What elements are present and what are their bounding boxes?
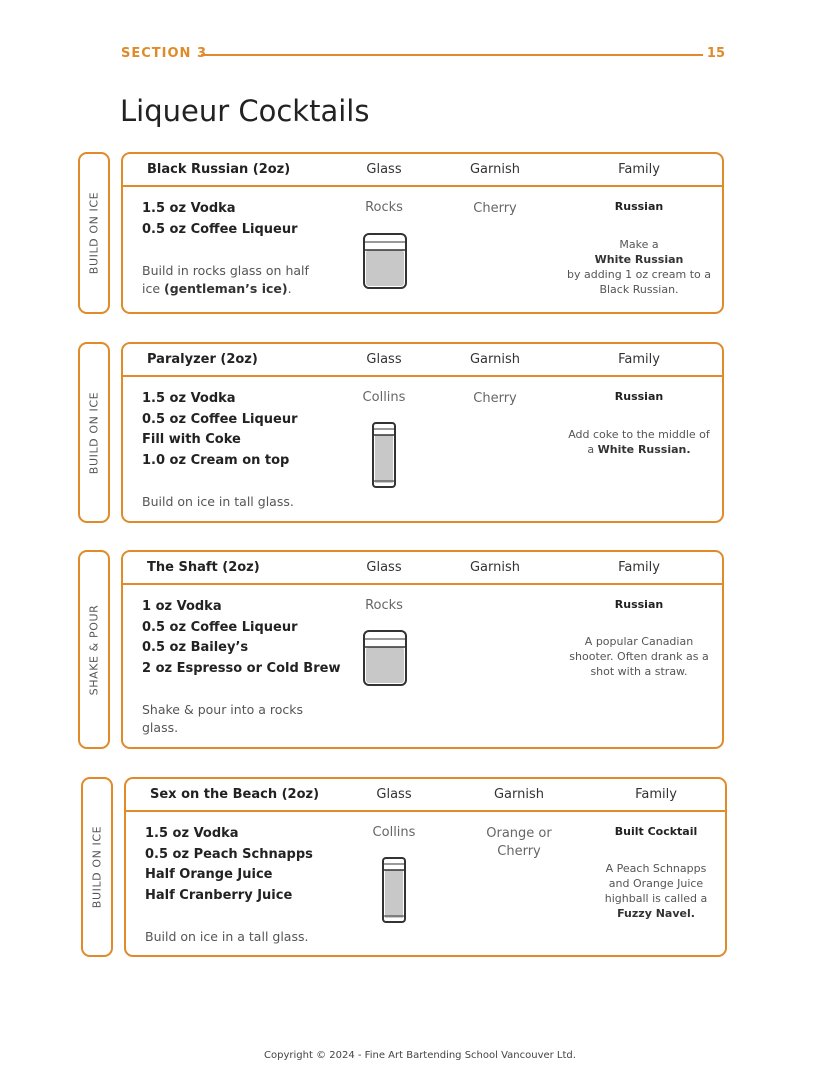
ingredient: 0.5 oz Bailey’s [142,640,249,656]
family-note: Make a White Russian by adding 1 oz cream to a Black Russian. [566,238,712,296]
garnish: Cherry [473,201,517,216]
glass-type: Collins [372,825,416,840]
garnish: Cherry [473,391,517,406]
cocktail-name: Black Russian (2oz) [147,162,291,177]
cocktail-name: The Shaft (2oz) [147,560,260,575]
ingredients-list [142,199,298,240]
family-column-label: Family [618,352,660,367]
ingredient: Half Orange Juice [145,867,273,883]
instructions: Build on ice in a tall glass. [145,929,309,944]
method-label: BUILD ON ICE [87,391,101,474]
method-label: SHAKE & POUR [87,604,101,695]
ingredient: 1.5 oz Vodka [145,826,239,841]
garnish-column-label: Garnish [469,352,521,367]
cocktail-card [121,342,724,523]
family: Russian [614,200,664,213]
collins-glass-icon [371,421,397,489]
method-label: BUILD ON ICE [90,825,104,909]
card-header [123,344,722,377]
family: Russian [614,390,664,403]
garnish: Orange or Cherry [486,826,552,859]
rocks-glass-icon [362,232,408,290]
cocktail-name: Sex on the Beach (2oz) [150,787,320,802]
cocktail-card [121,152,724,314]
section-label: SECTION 3 [121,46,207,61]
instructions: Build in rocks glass on half ice (gentleman’s ice). [142,263,309,296]
cocktail-card [121,550,724,749]
card-header [123,154,722,187]
ingredient: 0.5 oz Coffee Liqueur [142,411,298,427]
header-rule [201,54,703,56]
glass-column-label: Glass [376,787,412,802]
ingredient: 1.0 oz Cream on top [142,453,290,469]
method-tab [78,342,110,523]
garnish-column-label: Garnish [493,787,545,802]
glass-type: Rocks [365,598,403,613]
card-header [123,552,722,585]
rocks-glass-icon [362,629,408,687]
glass-column-label: Glass [366,560,402,575]
ingredient: 0.5 oz Coffee Liqueur [142,221,298,237]
ingredients-list [145,824,313,907]
family: Built Cocktail [614,825,698,838]
method-label: BUILD ON ICE [87,191,101,275]
family: Russian [614,598,664,611]
garnish-column-label: Garnish [469,162,521,177]
family-column-label: Family [618,560,660,575]
cocktail-name: Paralyzer (2oz) [147,352,258,367]
cocktail-card [124,777,727,957]
family-column-label: Family [635,787,677,802]
ingredients-list [142,389,298,472]
instructions: Shake & pour into a rocks glass. [142,702,303,735]
copyright-footer: Copyright © 2024 - Fine Art Bartending School Vancouver Ltd. [264,1050,576,1061]
ingredient: 1.5 oz Vodka [142,201,236,216]
ingredient: 1.5 oz Vodka [142,391,236,406]
page-number: 15 [706,46,725,61]
ingredients-list [142,597,340,680]
glass-type: Collins [362,390,406,405]
ingredient: Half Cranberry Juice [145,888,293,904]
collins-glass-icon [381,856,407,924]
ingredient: 1 oz Vodka [142,599,222,614]
ingredient: 0.5 oz Coffee Liqueur [142,619,298,635]
ingredient: 2 oz Espresso or Cold Brew [142,661,341,677]
method-tab [78,550,110,749]
page-header [121,46,725,64]
instructions: Build on ice in tall glass. [142,494,294,509]
family-note: Add coke to the middle of a White Russian. [568,428,710,456]
ingredient: 0.5 oz Peach Schnapps [145,846,313,862]
ingredient: Fill with Coke [142,432,241,448]
glass-column-label: Glass [366,162,402,177]
page-title: Liqueur Cocktails [120,94,370,128]
method-tab [78,152,110,314]
family-note: A popular Canadian shooter. Often drank as a shot with a straw. [569,635,709,678]
family-column-label: Family [618,162,660,177]
card-header [126,779,725,812]
method-tab [81,777,113,957]
family-note: A Peach Schnapps and Orange Juice highball is called a Fuzzy Navel. [604,862,708,920]
garnish-column-label: Garnish [469,560,521,575]
glass-column-label: Glass [366,352,402,367]
glass-type: Rocks [365,200,403,215]
